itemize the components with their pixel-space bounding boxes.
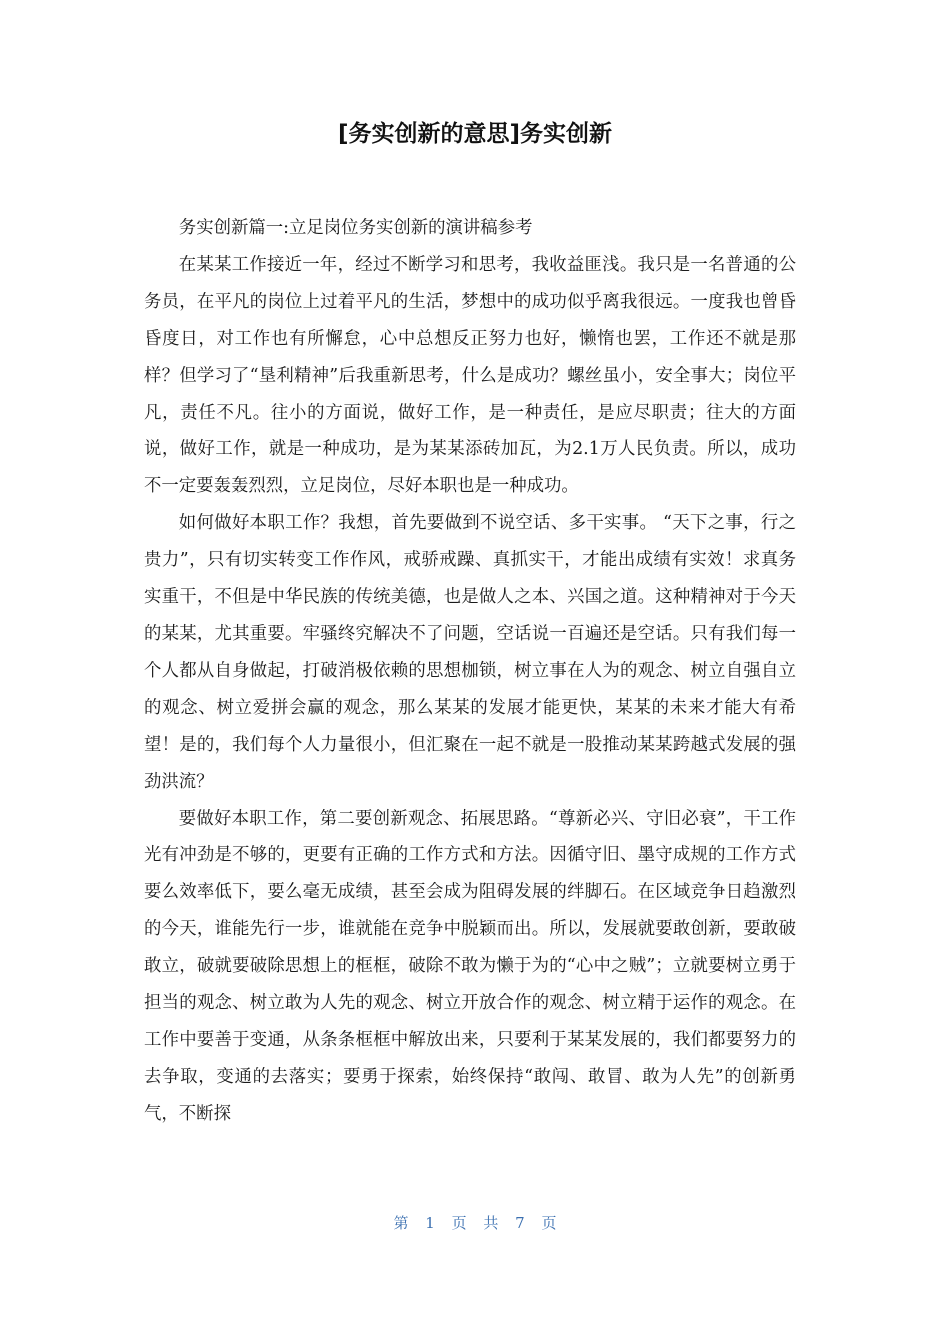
page-number-footer: 第 1 页 共 7 页 <box>393 1214 557 1232</box>
body-paragraph: 如何做好本职工作？我想，首先要做到不说空话、多干实事。 “天下之事，行之贵力”，只有切实转变工作作风，戒骄戒躁、真抓实干，才能出成绩有实效！求真务实重干，不但是中华民族的传统美德，也是做人之本、兴国之道。这种精神对于今天的某某，尤其重要。牢骚终究解决不了问题，空话说一百遍还是空话。只有我们每一个人都从自身做起，打破消极依赖的思想枷锁，树立事在人为的观念、树立自强自立的观念、树立爱拼会赢的观念，那么某某的发展才能更快，某某的未来才能大有希望！是的，我们每个人力量很小，但汇聚在一起不就是一股推动某某跨越式发展的强劲洪流？ <box>144 513 796 792</box>
body-paragraph: 在某某工作接近一年，经过不断学习和思考，我收益匪浅。我只是一名普通的公务员，在平凡的岗位上过着平凡的生活，梦想中的成功似乎离我很远。一度我也曾昏昏度日，对工作也有所懈怠，心中总想反正努力也好，懒惰也罢，工作还不就是那样？但学习了“垦利精神”后我重新思考，什么是成功？螺丝虽小，安全事大；岗位平凡，责任不凡。往小的方面说，做好工作，是一种责任，是应尽职责；往大的方面说，做好工作，就是一种成功，是为某某添砖加瓦，为2.1万人民负责。所以，成功不一定要轰轰烈烈，立足岗位，尽好本职也是一种成功。 <box>144 254 796 497</box>
document-title: [务实创新的意思]务实创新 <box>337 121 613 147</box>
section-heading: 务实创新篇一:立足岗位务实创新的演讲稿参考 <box>178 218 533 238</box>
body-paragraph: 要做好本职工作，第二要创新观念、拓展思路。“尊新必兴、守旧必衰”，干工作光有冲劲是不够的，更要有正确的工作方式和方法。因循守旧、墨守成规的工作方式要么效率低下，要么毫无成绩，甚至会成为阻碍发展的绊脚石。在区域竞争日趋激烈的今天，谁能先行一步，谁就能在竞争中脱颖而出。所以，发展就要敢创新，要敢破敢立，破就要破除思想上的框框，破除不敢为懒于为的“心中之贼”；立就要树立勇于担当的观念、树立敢为人先的观念、树立开放合作的观念、树立精于运作的观念。在工作中要善于变通，从条条框框中解放出来，只要利于某某发展的，我们都要努力的去争取，变通的去落实；要勇于探索，始终保持“敢闯、敢冒、敢为人先”的创新勇气，不断探 <box>144 808 796 1124</box>
document-body <box>144 210 796 1133</box>
